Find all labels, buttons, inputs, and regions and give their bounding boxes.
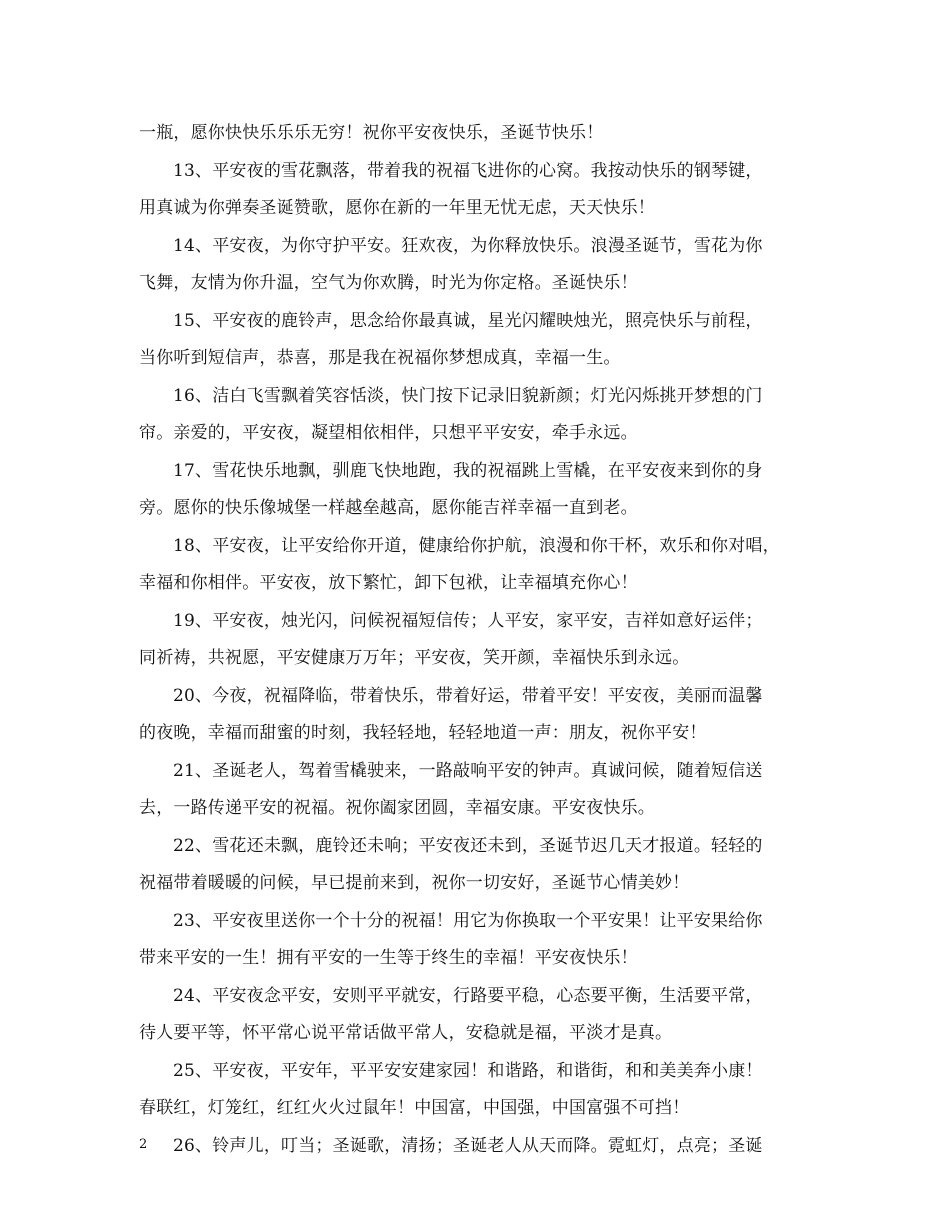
text-line: 用真诚为你弹奏圣诞赞歌，愿你在新的一年里无忧无虑，天天快乐！ bbox=[139, 198, 655, 218]
text-line: 待人要平等，怀平常心说平常话做平常人，安稳就是福，平淡才是真。 bbox=[139, 1023, 673, 1043]
page-number: 2 bbox=[139, 1137, 148, 1152]
text-line: 一瓶，愿你快快乐乐乐无穷！祝你平安夜快乐，圣诞节快乐！ bbox=[139, 123, 604, 143]
text-line: 帘。亲爱的，平安夜，凝望相依相伴，只想平平安安，牵手永远。 bbox=[139, 423, 638, 443]
text-line: 幸福和你相伴。平安夜，放下繁忙，卸下包袱，让幸福填充你心！ bbox=[139, 573, 638, 593]
text-line: 的夜晚，幸福而甜蜜的时刻，我轻轻地，轻轻地道一声：朋友，祝你平安！ bbox=[139, 723, 707, 743]
text-line: 24、平安夜念平安，安则平平就安，行路要平稳，心态要平衡，生活要平常， bbox=[173, 985, 763, 1006]
document-body bbox=[139, 115, 819, 1165]
text-line: 16、洁白飞雪飘着笑容恬淡，快门按下记录旧貌新颜；灯光闪烁挑开梦想的门 bbox=[173, 385, 763, 406]
text-line: 带来平安的一生！拥有平安的一生等于终生的幸福！平安夜快乐！ bbox=[139, 948, 638, 968]
text-line: 20、今夜，祝福降临，带着快乐，带着好运，带着平安！平安夜，美丽而温馨 bbox=[173, 685, 763, 706]
text-line: 13、平安夜的雪花飘落，带着我的祝福飞进你的心窝。我按动快乐的钢琴键， bbox=[173, 160, 763, 181]
text-line: 21、圣诞老人，驾着雪橇驶来，一路敲响平安的钟声。真诚问候，随着短信送 bbox=[173, 760, 763, 781]
text-line: 23、平安夜里送你一个十分的祝福！用它为你换取一个平安果！让平安果给你 bbox=[173, 910, 763, 931]
text-line: 26、铃声儿，叮当；圣诞歌，清扬；圣诞老人从天而降。霓虹灯，点亮；圣诞 bbox=[173, 1135, 763, 1156]
text-line: 祝福带着暖暖的问候，早已提前来到，祝你一切安好，圣诞节心情美妙！ bbox=[139, 873, 690, 893]
text-line: 春联红，灯笼红，红红火火过鼠年！中国富，中国强，中国富强不可挡！ bbox=[139, 1098, 690, 1118]
text-line: 25、平安夜，平安年，平平安安建家园！和谐路，和谐街，和和美美奔小康！ bbox=[173, 1060, 763, 1081]
text-line: 同祈祷，共祝愿，平安健康万万年；平安夜，笑开颜，幸福快乐到永远。 bbox=[139, 648, 690, 668]
text-line: 飞舞，友情为你升温，空气为你欢腾，时光为你定格。圣诞快乐！ bbox=[139, 273, 638, 293]
text-line: 22、雪花还未飘，鹿铃还未响；平安夜还未到，圣诞节迟几天才报道。轻轻的 bbox=[173, 835, 763, 856]
text-line: 去，一路传递平安的祝福。祝你阖家团圆，幸福安康。平安夜快乐。 bbox=[139, 798, 655, 818]
text-line: 14、平安夜，为你守护平安。狂欢夜，为你释放快乐。浪漫圣诞节，雪花为你 bbox=[173, 235, 763, 256]
text-line: 18、平安夜，让平安给你开道，健康给你护航，浪漫和你干杯，欢乐和你对唱， bbox=[173, 535, 780, 556]
text-line: 19、平安夜，烛光闪，问候祝福短信传；人平安，家平安，吉祥如意好运伴； bbox=[173, 610, 763, 631]
text-line: 15、平安夜的鹿铃声，思念给你最真诚，星光闪耀映烛光，照亮快乐与前程， bbox=[173, 310, 763, 331]
text-line: 旁。愿你的快乐像城堡一样越垒越高，愿你能吉祥幸福一直到老。 bbox=[139, 498, 638, 518]
text-line: 当你听到短信声，恭喜，那是我在祝福你梦想成真，幸福一生。 bbox=[139, 348, 621, 368]
text-line: 17、雪花快乐地飘，驯鹿飞快地跑，我的祝福跳上雪橇，在平安夜来到你的身 bbox=[173, 460, 763, 481]
